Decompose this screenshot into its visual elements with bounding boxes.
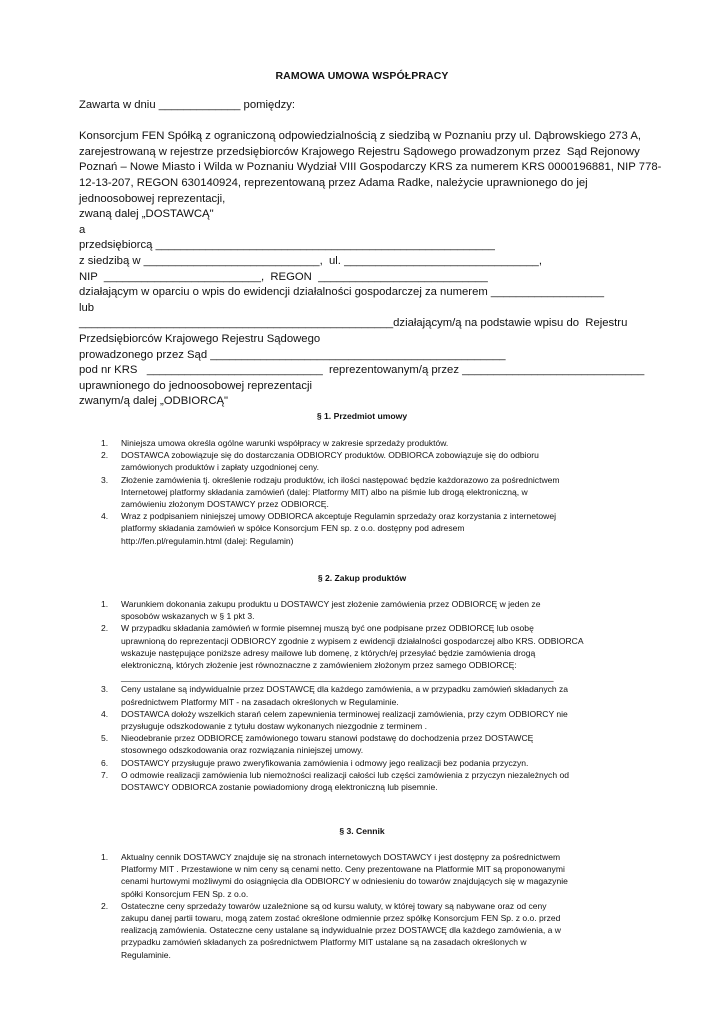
item-text: DOSTAWCA dołoży wszelkich starań celem zapewnienia terminowej realizacji zamówienia, przy czym ODBIORCY nie przysługuje odszkodowanie z tytułu dostaw wykonanych niezgodnie z terminem . — [121, 708, 568, 732]
list-item — [79, 437, 647, 449]
section-heading: § 2. Zakup produktów — [317, 573, 407, 583]
item-text: Warunkiem dokonania zakupu produktu u DOSTAWCY jest złożenie zamówienia przez ODBIORCĘ w jeden ze sposobów wskazanych w § 1 pkt 3. — [121, 599, 541, 622]
contract-date-line: Zawarta w dniu _____________ pomiędzy: — [79, 99, 296, 111]
item-number: 3. — [101, 684, 109, 695]
item-number: 5. — [101, 733, 109, 744]
list-item — [79, 769, 647, 793]
item-number: 2. — [101, 450, 109, 461]
item-number: 2. — [101, 900, 109, 911]
list-item — [79, 449, 647, 473]
item-text: DOSTAWCY przysługuje prawo zweryfikowania zamówienia i odmowy jego realizacji bez podania przyczyn. — [121, 757, 529, 768]
buyer-field-line: przedsiębiorcą ______________________________________________________ — [79, 239, 495, 252]
buyer-field-line: Przedsiębiorców Krajowego Rejestru Sądowego — [79, 332, 321, 345]
item-text: W przypadku składania zamówień w formie pisemnej muszą być one podpisane przez ODBIORCĘ lub osobę uprawnioną do reprezentacji ODBIORCY zgodnie z wypisem z ewidencji działalności gospodarczej albo KRS. ODBIORCA wskazuje następujące poniższe adresy mailowe lub domenę, z których/ej przesyłać będzie zamówienia drogą elektroniczną, których złożenie jest równoznaczne z zamówieniem złożonym przez samego ODBIORCĘ: ___________________________________________________________________________________________ — [121, 623, 584, 683]
item-number: 3. — [101, 474, 109, 485]
item-number: 1. — [101, 852, 109, 862]
buyer-field-line: NIP _________________________, REGON ___________________________ — [79, 270, 488, 283]
buyer-alias-line: zwanym/ą dalej „ODBIORCĄ" — [79, 395, 229, 408]
section-2-list — [79, 598, 647, 793]
supplier-alias-line: zwaną dalej „DOSTAWCĄ" — [79, 208, 214, 221]
buyer-field-line: __________________________________________________działającym/ą na podstawie wpisu do Rejestru — [79, 317, 628, 330]
item-text: Nieodebranie przez ODBIORCĘ zamówionego towaru stanowi podstawę do dochodzenia przez DOSTAWCĘ stosownego odszkodowania oraz rozwiązania niniejszej umowy. — [121, 733, 534, 756]
list-item — [79, 683, 647, 707]
section-1-list — [79, 437, 647, 547]
list-item — [79, 900, 647, 961]
section-3-list — [79, 851, 647, 961]
buyer-field-line: działającym w oparciu o wpis do ewidencji działalności gospodarczej za numerem __________________ — [79, 286, 604, 299]
item-text: DOSTAWCA zobowiązuje się do dostarczania ODBIORCY produktów. ODBIORCA zobowiązuje się do odbioru zamówionych produktów i zapłaty uzgodnionej ceny. — [121, 450, 539, 473]
item-text: Złożenie zamówienia tj. określenie rodzaju produktów, ich ilości następować będzie każdorazowo za pośrednictwem Internetowej platformy składania zamówień (dalej: Platformy MIT) albo na piśmie lub drogą elektroniczną, w zamówieniu złożonym DOSTAWCY przez ODBIORCĘ. — [121, 474, 560, 510]
item-number: 4. — [101, 708, 109, 719]
item-number: 2. — [101, 623, 109, 634]
item-number: 6. — [101, 757, 109, 768]
conjunction-line: a — [79, 223, 86, 236]
supplier-description-line: Poznań – Nowe Miasto i Wilda w Poznaniu Wydział VIII Gospodarczy KRS za numerem KRS 0000196881, NIP 778- — [79, 161, 662, 174]
parties-block — [79, 98, 662, 410]
list-item — [79, 851, 647, 900]
item-number: 1. — [101, 599, 109, 609]
item-text: Niniejsza umowa określa ogólne warunki współpracy w zakresie sprzedaży produktów. — [121, 438, 449, 448]
item-text: Ostateczne ceny sprzedaży towarów uzależnione są od kursu waluty, w której towary są nabywane oraz od ceny zakupu danej partii towaru, mogą zatem zostać określone odmiennie przez spółkę Konsorcjum FEN Sp. z o.o. przed realizacją zamówienia. Ostateczne ceny ustalane są indywidualnie przez DOSTAWCĘ dla każdego zamówienia, a w przypadku zamówień składanych za pośrednictwem Platformy MIT ustalane są na zasadach określonych w Regulaminie. — [121, 900, 561, 960]
item-text: O odmowie realizacji zamówienia lub niemożności realizacji całości lub części zamówienia z przyczyn niezależnych od DOSTAWCY ODBIORCA zostanie powiadomiony drogą elektroniczną lub pisemnie. — [121, 769, 569, 793]
buyer-field-line: uprawnionego do jednoosobowej reprezentacji — [79, 379, 313, 392]
list-item — [79, 708, 647, 732]
conjunction-line: lub — [79, 301, 95, 314]
list-item — [79, 732, 647, 756]
item-number: 1. — [101, 438, 109, 448]
document-title: RAMOWA UMOWA WSPÓŁPRACY — [275, 70, 449, 82]
list-item — [79, 757, 647, 769]
item-text: Ceny ustalane są indywidualnie przez DOSTAWCĘ dla każdego zamówienia, a w przypadku zamówień składanych za pośrednictwem Platformy MIT - na zasadach określonych w Regulaminie. — [121, 684, 569, 707]
supplier-description-line: jednoosobowej reprezentacji, — [79, 192, 226, 205]
item-text: Aktualny cennik DOSTAWCY znajduje się na stronach internetowych DOSTAWCY i jest dostępny za pośrednictwem Platformy MIT . Przestawione w nim ceny są cenami netto. Ceny prezentowane na Platformie MIT są proponowanymi cenami hurtowymi możliwymi do osiągnięcia dla ODBIORCY w odniesieniu do towarów znajdujących się w magazynie spółki Konsorcjum FEN Sp. z o.o. — [121, 852, 568, 899]
list-item — [79, 622, 647, 683]
item-number: 4. — [101, 511, 109, 522]
list-item — [79, 510, 647, 547]
supplier-description-line: zarejestrowaną w rejestrze przedsiębiorców Krajowego Rejestru Sądowego prowadzonym przez Sąd Rejonowy — [79, 145, 640, 158]
section-heading: § 3. Cennik — [339, 826, 385, 836]
item-number: 7. — [101, 769, 109, 780]
section-heading: § 1. Przedmiot umowy — [316, 411, 408, 421]
buyer-field-line: prowadzonego przez Sąd _______________________________________________ — [79, 348, 506, 361]
buyer-field-line: pod nr KRS ____________________________ reprezentowanym/ą przez _____________________________ — [79, 364, 645, 377]
supplier-description-line: 12-13-207, REGON 630140924, reprezentowaną przez Adama Radke, należycie uprawnionego do jej — [79, 176, 588, 189]
item-text: Wraz z podpisaniem niniejszej umowy ODBIORCA akceptuje Regulamin sprzedaży oraz korzystania z internetowej platformy składania zamówień w spółce Konsorcjum FEN sp. z o.o. dostępny pod adresem http://fen.pl/regulamin.html (dalej: Regulamin) — [121, 511, 556, 546]
list-item — [79, 474, 647, 511]
buyer-field-line: z siedzibą w ____________________________, ul. _______________________________, — [79, 254, 542, 267]
blank-line — [79, 114, 659, 130]
supplier-description-line: Konsorcjum FEN Spółką z ograniczoną odpowiedzialnością z siedzibą w Poznaniu przy ul. Dąbrowskiego 273 A, — [79, 130, 642, 143]
list-item — [79, 598, 647, 622]
